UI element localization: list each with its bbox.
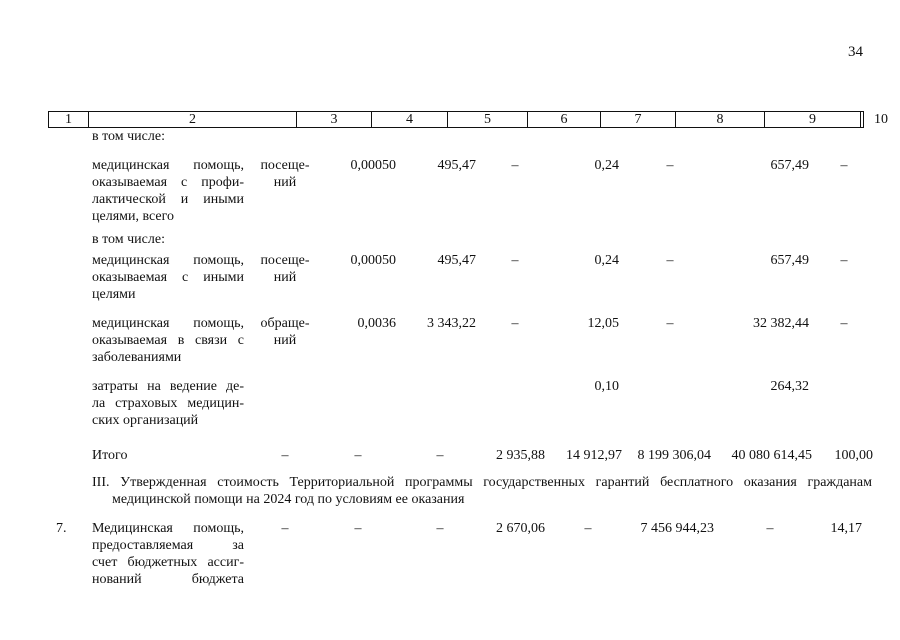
cell-c3: – [281,448,289,463]
cell-c8: – [666,253,674,268]
cell-c4: – [354,521,362,536]
cell-c9: 40 080 614,45 [731,448,812,463]
row-name-budget-funded: Медицинская помощь, предоставляемая за счет бюджетных ассиг- нований бюджета [92,521,244,587]
cell-c4: 0,00050 [350,158,396,173]
cell-c4: – [354,448,362,463]
cell-c7: 0,24 [594,253,619,268]
header-cell-8: 8 [676,112,765,127]
row-name-insurance-costs: затраты на ведение де- ла страховых медицин- ских организаций [92,379,244,428]
cell-c5: 3 343,22 [427,316,476,331]
cell-c3: – [281,521,289,536]
cell-c10: – [840,158,848,173]
cell-c9: 32 382,44 [753,316,809,331]
cell-c8: 8 199 306,04 [637,448,711,463]
subheading-in-that-number: в том числе: [92,232,165,247]
cell-c10: – [840,316,848,331]
cell-c5: 495,47 [437,253,476,268]
cell-c6: – [511,158,519,173]
row-unit-diseases: обраще- ний [260,316,310,348]
header-cell-5: 5 [448,112,528,127]
cell-c9: 657,49 [770,253,809,268]
cell-c5: – [436,521,444,536]
row-number-7: 7. [56,521,67,536]
cell-c9: 657,49 [770,158,809,173]
header-cell-6: 6 [528,112,601,127]
cell-c10: – [840,253,848,268]
cell-c5: 495,47 [437,158,476,173]
cell-c8: – [666,158,674,173]
header-cell-3: 3 [297,112,372,127]
cell-c5: – [436,448,444,463]
row-unit-other-purposes: посеще- ний [260,253,310,285]
page-number: 34 [848,44,863,60]
header-cell-7: 7 [601,112,676,127]
cell-c7: 12,05 [587,316,619,331]
header-cell-10: 10 [874,112,888,127]
cell-c8: – [666,316,674,331]
cell-c10: 14,17 [830,521,862,536]
section-heading-iii: III. Утвержденная стоимость Территориальной программы государственных гарантий бесплатного оказания гражданам медицинской помощи на 2024 год по условиям ее оказания [92,475,872,507]
row-name-diseases: медицинская помощь, оказываемая в связи с заболеваниями [92,316,244,365]
row-name-other-purposes: медицинская помощь, оказываемая с иными целями [92,253,244,302]
cell-c6: 2 670,06 [496,521,545,536]
cell-c10: 100,00 [834,448,873,463]
cell-c4: 0,00050 [350,253,396,268]
cell-c4: 0,0036 [357,316,396,331]
cell-c6: 2 935,88 [496,448,545,463]
cell-c8: 7 456 944,23 [640,521,714,536]
cell-c7: 0,24 [594,158,619,173]
cell-c7: – [584,521,592,536]
cell-c7: 0,10 [594,379,619,394]
row-name-preventive: медицинская помощь, оказываемая с профи- лактической и иными целями, всего [92,158,244,224]
header-cell-9: 9 [765,112,861,127]
cell-c9: 264,32 [770,379,809,394]
cell-c7: 14 912,97 [566,448,622,463]
row-unit-preventive: посеще- ний [260,158,310,190]
header-cell-4: 4 [372,112,448,127]
cell-c9: – [766,521,774,536]
row-total-label: Итого [92,448,128,463]
table-header-row [48,111,888,128]
header-cell-1: 1 [49,112,89,127]
subheading-in-that-number: в том числе: [92,129,165,144]
header-cell-2: 2 [89,112,297,127]
cell-c6: – [511,316,519,331]
cell-c6: – [511,253,519,268]
